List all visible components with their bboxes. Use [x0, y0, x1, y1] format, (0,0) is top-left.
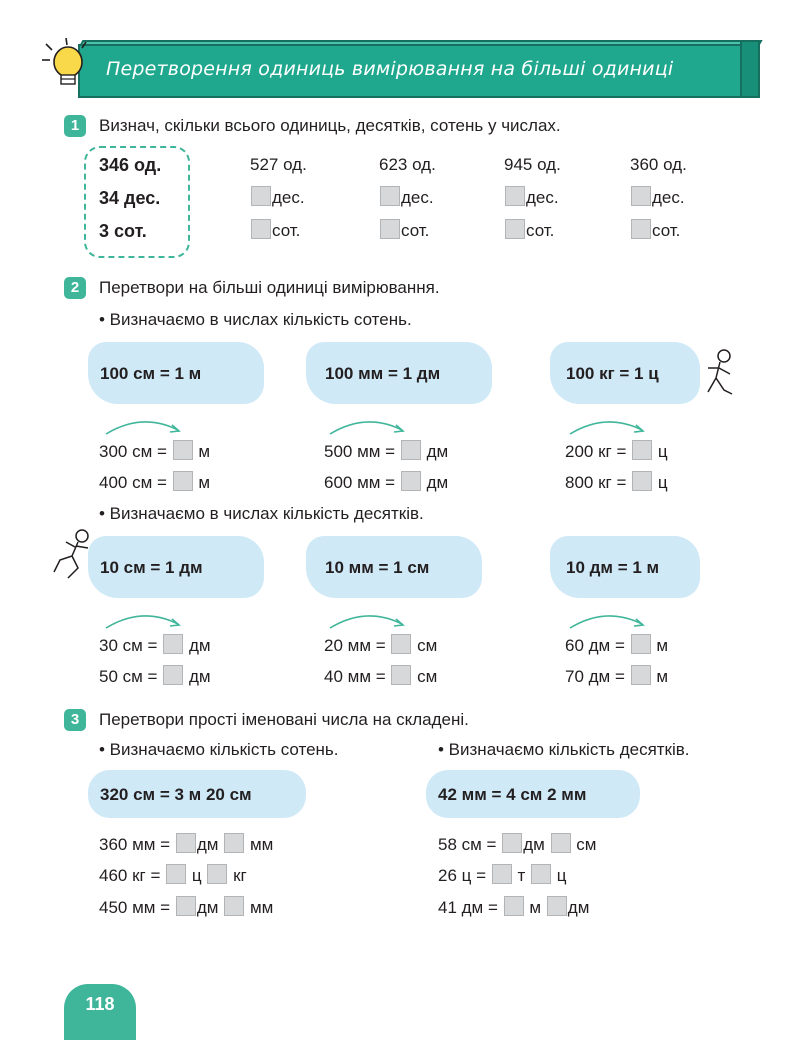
exercise-row	[324, 471, 448, 493]
unit-label: дм	[196, 835, 219, 854]
answer-box[interactable]	[224, 833, 244, 853]
exercise-row	[324, 634, 437, 656]
unit-label: дм	[567, 898, 590, 917]
answer-box[interactable]	[531, 864, 551, 884]
arrow-arc	[104, 612, 184, 630]
exercise-row	[565, 440, 668, 462]
answer-box[interactable]	[631, 665, 651, 685]
expression: 20 мм =	[324, 636, 386, 655]
answer-box[interactable]	[632, 471, 652, 491]
task-1-column	[630, 155, 687, 241]
page-number: 118	[85, 994, 115, 1014]
exercise-row	[565, 634, 668, 656]
expression: 41 дм =	[438, 898, 498, 917]
task-2-instruction: Перетвори на більші одиниці вимірювання.	[99, 278, 440, 297]
answer-box[interactable]	[224, 896, 244, 916]
unit-label: ц	[657, 473, 668, 492]
bullet-tens: • Визначаємо кількість десятків.	[438, 740, 690, 759]
rule-text: 320 см = 3 м 20 см	[100, 785, 252, 804]
bullet-hundreds: • Визначаємо кількість сотень.	[99, 740, 339, 759]
units-value: 945 од.	[504, 155, 561, 174]
exercise-row	[565, 471, 668, 493]
answer-box[interactable]	[251, 219, 271, 239]
unit-label: см	[417, 636, 438, 655]
exercise-row	[99, 665, 211, 687]
expression: 70 дм =	[565, 667, 625, 686]
rule-text: 10 дм = 1 м	[566, 558, 660, 577]
tens-label: дес.	[526, 188, 559, 207]
expression: 26 ц =	[438, 866, 487, 885]
exercise-row	[565, 665, 668, 687]
hundreds-label: сот.	[652, 221, 681, 240]
answer-box[interactable]	[401, 471, 421, 491]
unit-label: м	[656, 636, 669, 655]
answer-box[interactable]	[492, 864, 512, 884]
answer-box[interactable]	[631, 219, 651, 239]
rule-text: 100 см = 1 м	[100, 364, 202, 383]
exercise-row	[99, 896, 273, 918]
expression: 60 дм =	[565, 636, 625, 655]
running-figure-icon	[698, 346, 742, 402]
answer-box[interactable]	[380, 219, 400, 239]
rule-text: 10 см = 1 дм	[100, 558, 203, 577]
expression: 40 мм =	[324, 667, 386, 686]
arrow-arc	[328, 418, 408, 436]
expression: 600 мм =	[324, 473, 396, 492]
answer-box[interactable]	[173, 440, 193, 460]
units-value: 623 од.	[379, 155, 436, 174]
exercise-row	[438, 896, 589, 918]
expression: 30 см =	[99, 636, 158, 655]
tens-label: дес.	[272, 188, 305, 207]
answer-box[interactable]	[251, 186, 271, 206]
exercise-row	[99, 833, 273, 855]
task-1-column	[250, 155, 307, 241]
lightbulb-icon	[42, 38, 102, 94]
task-1-number: 1	[64, 115, 86, 137]
hundreds-label: сот.	[526, 221, 555, 240]
unit-label: дм	[188, 636, 211, 655]
task-1-instruction: Визнач, скільки всього одиниць, десятків, сотень у числах.	[99, 116, 561, 135]
unit-label: кг	[233, 866, 247, 885]
answer-box[interactable]	[176, 896, 196, 916]
expression: 50 см =	[99, 667, 158, 686]
answer-box[interactable]	[631, 634, 651, 654]
tens-label: дес.	[401, 188, 434, 207]
answer-box[interactable]	[391, 634, 411, 654]
unit-label: м	[656, 667, 669, 686]
answer-box[interactable]	[505, 186, 525, 206]
unit-label: дм	[426, 473, 449, 492]
example-tens: 34 дес.	[99, 188, 161, 208]
answer-box[interactable]	[391, 665, 411, 685]
exercise-row	[324, 440, 448, 462]
bullet-tens: • Визначаємо в числах кількість десятків.	[99, 504, 424, 523]
unit-label: м	[529, 898, 542, 917]
unit-label: дм	[188, 667, 211, 686]
answer-box[interactable]	[551, 833, 571, 853]
arrow-arc	[568, 612, 648, 630]
task-3-instruction: Перетвори прості іменовані числа на складені.	[99, 710, 469, 729]
answer-box[interactable]	[163, 665, 183, 685]
task-1-column	[504, 155, 561, 241]
example-units: 346 од.	[99, 155, 162, 175]
arrow-arc	[568, 418, 648, 436]
answer-box[interactable]	[401, 440, 421, 460]
unit-label: дм	[523, 835, 545, 854]
arrow-arc	[104, 418, 184, 436]
expression: 400 см =	[99, 473, 167, 492]
expression: 200 кг =	[565, 442, 627, 461]
exercise-row	[99, 864, 247, 886]
task-3-number: 3	[64, 709, 86, 731]
page-title: Перетворення одиниць вимірювання на більші одиниці	[106, 58, 674, 80]
unit-label: ц	[191, 866, 202, 885]
exercise-row	[99, 440, 210, 462]
bullet-hundreds: • Визначаємо в числах кількість сотень.	[99, 310, 412, 329]
exercise-row	[99, 634, 211, 656]
unit-label: ц	[657, 442, 668, 461]
units-value: 527 од.	[250, 155, 307, 174]
answer-box[interactable]	[166, 864, 186, 884]
answer-box[interactable]	[632, 440, 652, 460]
task-2-number: 2	[64, 277, 86, 299]
answer-box[interactable]	[502, 833, 522, 853]
expression: 58 см =	[438, 835, 497, 854]
banner-end-face	[740, 40, 760, 98]
rule-text: 100 мм = 1 дм	[325, 364, 441, 383]
rule-text: 10 мм = 1 см	[325, 558, 430, 577]
unit-label: мм	[249, 898, 274, 917]
answer-box[interactable]	[505, 219, 525, 239]
hundreds-label: сот.	[272, 221, 301, 240]
unit-label: м	[198, 442, 211, 461]
unit-label: дм	[196, 898, 219, 917]
answer-box[interactable]	[207, 864, 227, 884]
expression: 460 кг =	[99, 866, 161, 885]
expression: 360 мм =	[99, 835, 171, 854]
expression: 450 мм =	[99, 898, 171, 917]
rule-text: 42 мм = 4 см 2 мм	[438, 785, 587, 804]
unit-label: т	[517, 866, 526, 885]
task-1-column	[379, 155, 436, 241]
hundreds-label: сот.	[401, 221, 430, 240]
exercise-row	[438, 864, 567, 886]
units-value: 360 од.	[630, 155, 687, 174]
unit-label: см	[576, 835, 597, 854]
tens-label: дес.	[652, 188, 685, 207]
answer-box[interactable]	[176, 833, 196, 853]
answer-box[interactable]	[163, 634, 183, 654]
unit-label: дм	[426, 442, 449, 461]
answer-box[interactable]	[504, 896, 524, 916]
example-hundreds: 3 сот.	[99, 221, 147, 241]
exercise-row	[438, 833, 596, 855]
answer-box[interactable]	[173, 471, 193, 491]
answer-box[interactable]	[547, 896, 567, 916]
answer-box[interactable]	[631, 186, 651, 206]
unit-label: см	[417, 667, 438, 686]
unit-label: мм	[249, 835, 274, 854]
expression: 300 см =	[99, 442, 167, 461]
answer-box[interactable]	[380, 186, 400, 206]
expression: 500 мм =	[324, 442, 396, 461]
exercise-row	[324, 665, 437, 687]
expression: 800 кг =	[565, 473, 627, 492]
arrow-arc	[328, 612, 408, 630]
unit-label: ц	[556, 866, 567, 885]
rule-text: 100 кг = 1 ц	[566, 364, 659, 383]
unit-label: м	[198, 473, 211, 492]
exercise-row	[99, 471, 210, 493]
